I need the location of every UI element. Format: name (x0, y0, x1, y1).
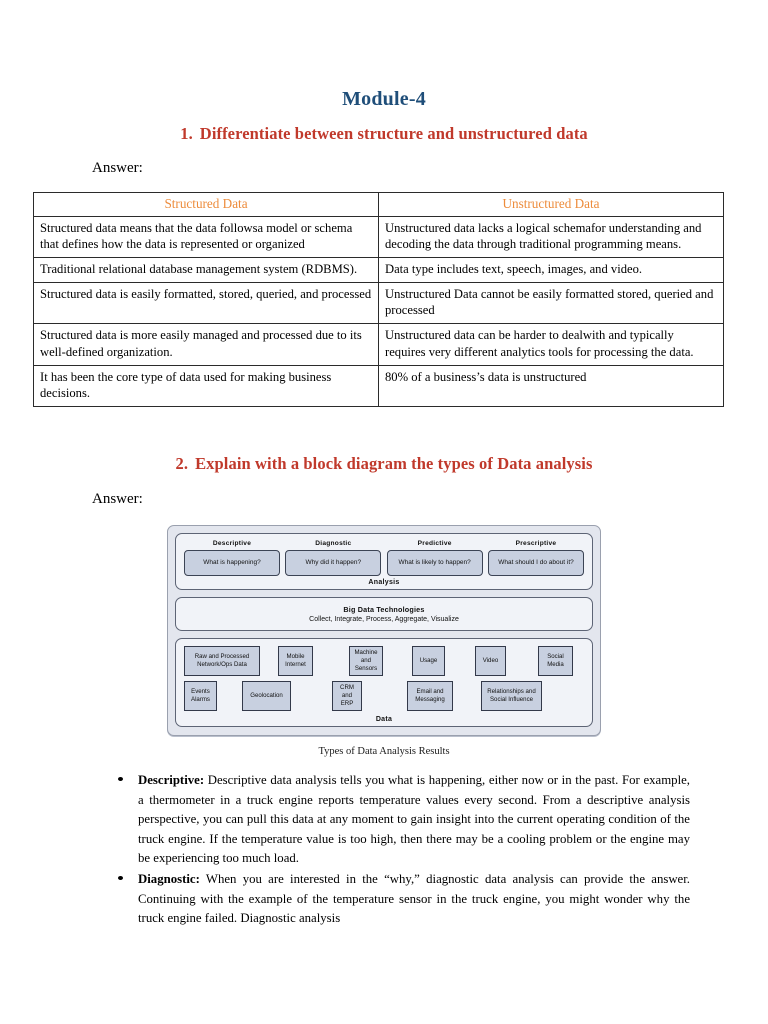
block-diagram-container (0, 525, 768, 736)
data-source-box: CRM and ERP (332, 681, 362, 711)
data-source-box: Social Media (538, 646, 573, 676)
analysis-band-label: Analysis (368, 579, 400, 587)
data-source-row-2 (184, 681, 584, 711)
bullet-term: Diagnostic: (138, 872, 200, 887)
table-cell-unstructured: Unstructured data can be harder to dealwith and typically requires very different analytics tools for processing the data. (379, 324, 724, 365)
data-source-box: Relationships and Social Influence (481, 681, 542, 711)
table-header-unstructured: Unstructured Data (379, 193, 724, 217)
analysis-column-prescriptive (488, 540, 584, 576)
big-data-technologies-band (175, 597, 593, 631)
table-cell-unstructured: Unstructured Data cannot be easily formatted stored, queried and processed (379, 282, 724, 323)
question-1-number: 1. (180, 124, 193, 143)
analysis-column-diagnostic (285, 540, 381, 576)
data-source-box: Mobile Internet (278, 646, 313, 676)
data-source-row-1 (184, 646, 584, 676)
table-cell-structured: Structured data is easily formatted, stored, queried, and processed (34, 282, 379, 323)
data-band (175, 638, 593, 727)
data-source-box: Machine and Sensors (349, 646, 383, 676)
analysis-band (175, 533, 593, 590)
data-source-box: Usage (412, 646, 445, 676)
bullet-body: Descriptive data analysis tells you what is happening, either now or in the past. For example, a thermometer in a truck engine reports temperature values every second. From a descriptive analysis perspective, you can pull this data at any moment to gain insight into the current operating condition of the truck engine. If the temperature value is too high, then there may be a cooling problem or the engine may be experiencing too much load. (138, 773, 690, 866)
bullet-term: Descriptive: (138, 773, 205, 788)
question-2-number: 2. (175, 454, 189, 474)
table-cell-unstructured: 80% of a business’s data is unstructured (379, 365, 724, 406)
comparison-table (33, 192, 724, 407)
bullet-dot-icon (118, 777, 123, 781)
question-2-text: Explain with a block diagram the types of Data analysis (195, 454, 593, 474)
data-source-box: Video (475, 646, 506, 676)
data-source-box: Email and Messaging (407, 681, 453, 711)
table-cell-structured: It has been the core type of data used for making business decisions. (34, 365, 379, 406)
table-row (34, 258, 724, 283)
table-header-row (34, 193, 724, 217)
table-row (34, 216, 724, 257)
table-cell-structured: Structured data means that the data followsa model or schema that defines how the data is represented or organized (34, 216, 379, 257)
bullet-list (0, 757, 768, 929)
analysis-question-box: What should I do about it? (488, 550, 584, 576)
data-band-label: Data (375, 716, 393, 724)
big-data-technologies-subtitle: Collect, Integrate, Process, Aggregate, Visualize (309, 616, 459, 624)
question-2-section (0, 407, 768, 508)
bullet-body: When you are interested in the “why,” diagnostic data analysis can provide the answer. Continuing with the example of the temperature sensor in the truck engine, you might wonder why the truck engine failed. Diagnostic analysis (138, 872, 690, 926)
analysis-columns (184, 540, 584, 576)
question-2-heading (0, 441, 768, 474)
answer-label-1: Answer: (92, 160, 143, 176)
table-row (34, 324, 724, 365)
analysis-column-descriptive (184, 540, 280, 576)
table-cell-unstructured: Unstructured data lacks a logical schemafor understanding and decoding the data through traditional programming means. (379, 216, 724, 257)
analysis-question-box: What is happening? (184, 550, 280, 576)
answer-label-2: Answer: (92, 491, 143, 508)
table-cell-structured: Structured data is more easily managed and processed due to its well-defined organization. (34, 324, 379, 365)
table-header-structured: Structured Data (34, 193, 379, 217)
question-1-heading (0, 111, 768, 144)
analysis-category-label: Prescriptive (515, 540, 557, 548)
figure-caption: Types of Data Analysis Results (318, 746, 450, 758)
bullet-dot-icon (118, 876, 123, 880)
data-source-box: Raw and Processed Network/Ops Data (184, 646, 260, 676)
table-cell-structured: Traditional relational database management system (RDBMS). (34, 258, 379, 283)
table-row (34, 365, 724, 406)
analysis-category-label: Diagnostic (315, 540, 352, 548)
table-row (34, 282, 724, 323)
big-data-technologies-title: Big Data Technologies (343, 605, 425, 615)
block-diagram (167, 525, 601, 736)
list-item (138, 870, 690, 929)
table-cell-unstructured: Data type includes text, speech, images, and video. (379, 258, 724, 283)
analysis-category-label: Descriptive (212, 540, 252, 548)
analysis-question-box: What is likely to happen? (387, 550, 483, 576)
list-item (138, 771, 690, 869)
analysis-column-predictive (387, 540, 483, 576)
question-1-text: Differentiate between structure and unstructured data (199, 124, 588, 143)
analysis-category-label: Predictive (417, 540, 452, 548)
data-source-box: Geolocation (242, 681, 291, 711)
page-title: Module-4 (342, 88, 426, 110)
data-source-box: Events Alarms (184, 681, 217, 711)
analysis-question-box: Why did it happen? (285, 550, 381, 576)
